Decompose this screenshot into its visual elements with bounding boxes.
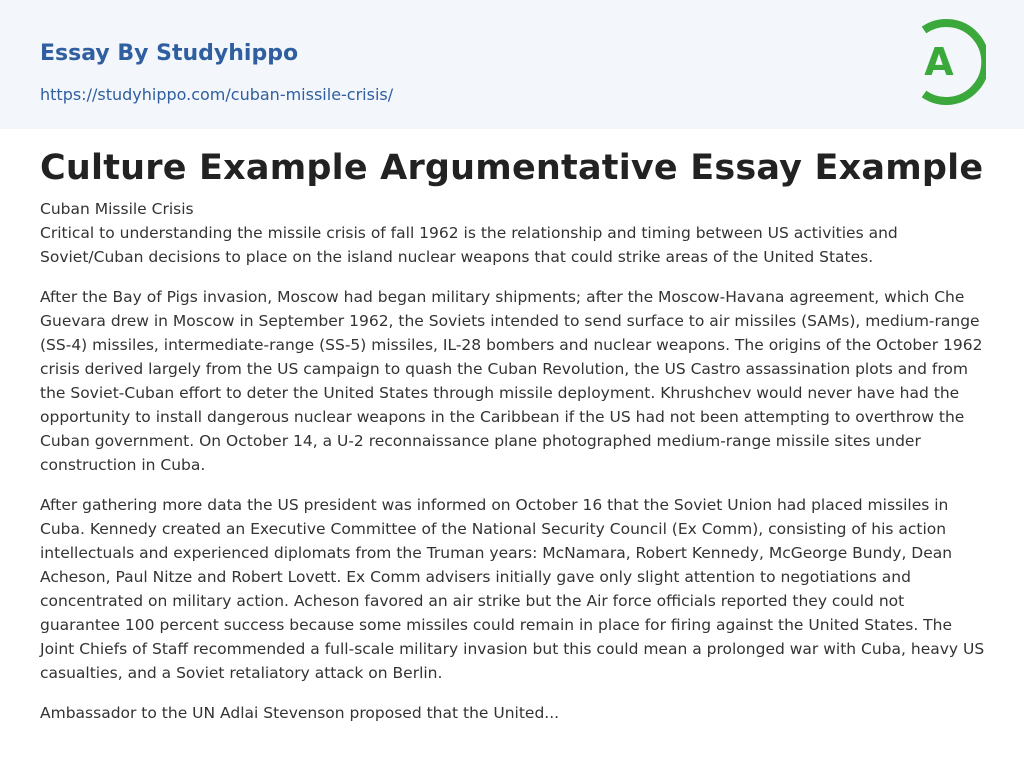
essay-paragraph: Ambassador to the UN Adlai Stevenson proposed that the United...	[40, 704, 560, 722]
logo-letter: A	[924, 40, 954, 84]
essay-paragraph: Critical to understanding the missile crisis of fall 1962 is the relationship and timing between US activities and Soviet/Cuban decisions to place on the island nuclear weapons that could strike areas of the United States.	[40, 224, 898, 266]
source-url-link[interactable]: https://studyhippo.com/cuban-missile-crisis/	[40, 85, 394, 104]
essay-subtitle: Cuban Missile Crisis	[40, 200, 194, 218]
studyhippo-logo-icon	[910, 18, 986, 106]
brand-title: Essay By Studyhippo	[40, 41, 299, 66]
essay-content	[40, 129, 986, 741]
page-title: Culture Example Argumentative Essay Example	[40, 148, 984, 188]
essay-paragraph: After the Bay of Pigs invasion, Moscow had began military shipments; after the Moscow-Havana agreement, which Che Guevara drew in Moscow in September 1962, the Soviets intended to send surface to air missiles (SAMs), medium-range (SS-4) missiles, intermediate-range (SS-5) missiles, IL-28 bombers and nuclear weapons. The origins of the October 1962 crisis derived largely from the US campaign to quash the Cuban Revolution, the US Castro assassination plots and from the Soviet-Cuban effort to deter the United States through missile deployment. Khrushchev would never have had the opportunity to install dangerous nuclear weapons in the Caribbean if the US had not been attempting to overthrow the Cuban government. On October 14, a U-2 reconnaissance plane photographed medium-range missile sites under construction in Cuba.	[40, 288, 983, 474]
essay-paragraph: After gathering more data the US president was informed on October 16 that the Soviet Union had placed missiles in Cuba. Kennedy created an Executive Committee of the National Security Council (Ex Comm), consisting of his action intellectuals and experienced diplomats from the Truman years: McNamara, Robert Kennedy, McGeorge Bundy, Dean Acheson, Paul Nitze and Robert Lovett. Ex Comm advisers initially gave only slight attention to negotiations and concentrated on military action. Acheson favored an air strike but the Air force officials reported they could not guarantee 100 percent success because some missiles could remain in place for firing against the United States. The Joint Chiefs of Staff recommended a full-scale military invasion but this could mean a prolonged war with Cuba, heavy US casualties, and a Soviet retaliatory attack on Berlin.	[40, 496, 985, 682]
site-header	[0, 0, 1024, 129]
